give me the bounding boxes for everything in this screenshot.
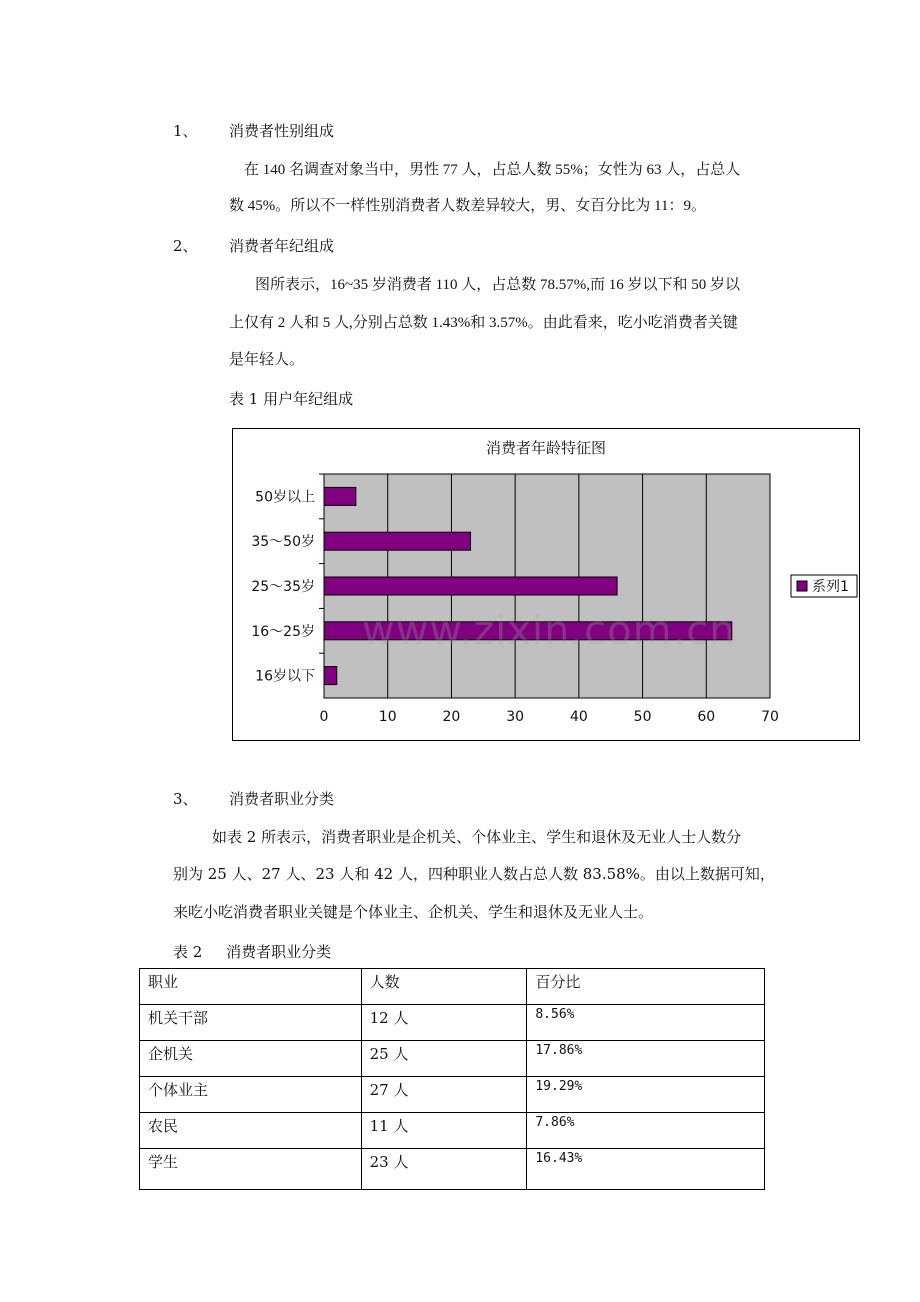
section-3-line-3: 来吃小吃消费者职业关键是个体业主、企机关、学生和退休及无业人士。 — [173, 903, 654, 921]
category-label: 35～50岁 — [251, 534, 315, 551]
x-tick-label: 30 — [506, 709, 525, 725]
percent-cell: 17.86% — [527, 1041, 765, 1077]
x-tick-label: 10 — [378, 709, 397, 725]
age-chart-frame — [232, 428, 860, 741]
header-occupation: 职业 — [140, 969, 362, 1005]
header-count: 人数 — [361, 969, 527, 1005]
category-label: 25～35岁 — [251, 579, 315, 595]
section-2-line-1: 图所表示，16~35 岁消费者 110 人，占总数 78.57%,而 16 岁以下和 50 岁以 — [255, 277, 741, 293]
percent-cell: 16.43% — [527, 1149, 765, 1190]
section-1-line-2: 数 45%。所以不一样性别消费者人数差异较大，男、女百分比为 11：9。 — [229, 198, 706, 214]
occupation-cell: 个体业主 — [140, 1077, 362, 1113]
section-2-line-2: 上仅有 2 人和 5 人,分别占总数 1.43%和 3.57%。由此看来，吃小吃消费者关键 — [229, 315, 738, 331]
table-row — [140, 1149, 765, 1190]
percent-cell: 8.56% — [527, 1005, 765, 1041]
section-2-number: 2、 — [173, 237, 198, 255]
occupation-cell: 机关干部 — [140, 1005, 362, 1041]
x-tick-label: 40 — [569, 709, 588, 725]
x-tick-label: 60 — [697, 709, 716, 725]
bar — [324, 577, 617, 595]
table-2-caption: 表 2 消费者职业分类 — [173, 943, 332, 961]
count-cell: 12 人 — [361, 1005, 527, 1041]
table-row — [140, 1041, 765, 1077]
section-1-line-1: 在 140 名调查对象当中，男性 77 人，占总人数 55%；女性为 63 人，占总人 — [244, 162, 741, 178]
legend-swatch — [797, 581, 807, 591]
legend-label: 系列1 — [812, 579, 849, 595]
category-label: 16岁以下 — [255, 668, 315, 685]
section-3-number: 3、 — [173, 790, 198, 808]
section-1-heading: 消费者性别组成 — [229, 122, 335, 140]
section-2-line-3: 是年轻人。 — [229, 352, 305, 368]
category-label: 16～25岁 — [251, 623, 315, 640]
section-1-number: 1、 — [173, 122, 198, 140]
watermark: www.zixin.com.cn — [362, 608, 736, 654]
percent-cell: 19.29% — [527, 1077, 765, 1113]
occupation-cell: 学生 — [140, 1149, 362, 1190]
age-bar-chart — [233, 429, 859, 740]
percent-cell: 7.86% — [527, 1113, 765, 1149]
header-percent: 百分比 — [527, 969, 765, 1005]
section-2-heading: 消费者年纪组成 — [229, 237, 335, 255]
occupation-table — [139, 968, 765, 1190]
table-1-caption: 表 1 用户年纪组成 — [229, 390, 354, 408]
bar — [324, 532, 471, 550]
x-tick-label: 70 — [761, 709, 779, 725]
count-cell: 23 人 — [361, 1149, 527, 1190]
table-row — [140, 1113, 765, 1149]
section-3-line-2: 别为 25 人、27 人、23 人和 42 人，四种职业人数占总人数 83.58%。由以上数据可知， — [173, 865, 775, 883]
x-tick-label: 20 — [442, 709, 461, 725]
count-cell: 11 人 — [361, 1113, 527, 1149]
section-3-heading: 消费者职业分类 — [229, 790, 335, 808]
table-header-row — [140, 969, 765, 1005]
section-3-line-1: 如表 2 所表示，消费者职业是企机关、个体业主、学生和退休及无业人士人数分 — [212, 828, 742, 846]
category-label: 50岁以上 — [255, 489, 315, 506]
count-cell: 25 人 — [361, 1041, 527, 1077]
bar — [324, 667, 337, 685]
table-row — [140, 1005, 765, 1041]
table-row — [140, 1077, 765, 1113]
occupation-cell: 农民 — [140, 1113, 362, 1149]
count-cell: 27 人 — [361, 1077, 527, 1113]
occupation-cell: 企机关 — [140, 1041, 362, 1077]
x-tick-label: 50 — [633, 709, 652, 725]
bar — [324, 487, 356, 505]
x-tick-label: 0 — [319, 709, 329, 725]
chart-title: 消费者年龄特征图 — [485, 439, 607, 457]
